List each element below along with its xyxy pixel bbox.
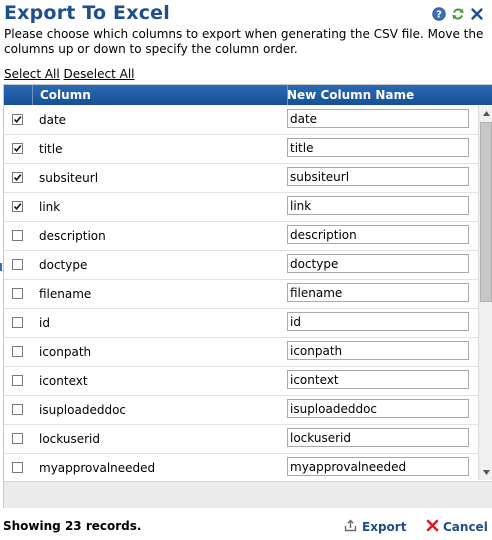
select-all-link[interactable]: Select All [4, 67, 60, 81]
deselect-all-link[interactable]: Deselect All [63, 67, 135, 81]
check-icon [13, 115, 22, 124]
new-column-name-input[interactable] [287, 109, 469, 128]
drag-indicator [0, 263, 2, 271]
new-column-name-input[interactable] [287, 370, 469, 389]
new-column-name-input[interactable] [287, 312, 469, 331]
include-checkbox[interactable] [12, 143, 23, 154]
include-checkbox[interactable] [12, 375, 23, 386]
include-checkbox[interactable] [12, 114, 23, 125]
table-row[interactable] [4, 425, 478, 454]
cancel-x-icon [426, 519, 439, 535]
header-new-column-name[interactable]: New Column Name [287, 88, 415, 102]
column-name: filename [39, 287, 92, 301]
column-name: link [39, 200, 61, 214]
include-checkbox[interactable] [12, 259, 23, 270]
table-row[interactable] [4, 251, 478, 280]
grid-footer [4, 481, 492, 508]
column-name: doctype [39, 258, 88, 272]
close-icon[interactable] [470, 7, 484, 21]
table-row[interactable] [4, 106, 478, 135]
include-checkbox[interactable] [12, 230, 23, 241]
cancel-button[interactable] [426, 519, 488, 535]
column-name: subsiteurl [39, 171, 99, 185]
table-row[interactable] [4, 338, 478, 367]
column-name: title [39, 142, 63, 156]
scroll-thumb[interactable] [480, 122, 492, 302]
table-row[interactable] [4, 396, 478, 425]
scroll-up-button[interactable] [479, 106, 492, 121]
table-row[interactable] [4, 193, 478, 222]
include-checkbox[interactable] [12, 201, 23, 212]
new-column-name-input[interactable] [287, 341, 469, 360]
column-name: icontext [39, 374, 88, 388]
table-row[interactable] [4, 367, 478, 396]
include-checkbox[interactable] [12, 433, 23, 444]
svg-text:?: ? [436, 9, 442, 21]
dialog-title: Export To Excel [4, 2, 170, 24]
table-row[interactable] [4, 454, 478, 483]
title-toolbar [432, 7, 484, 21]
column-name: myapprovalneeded [39, 461, 156, 475]
grid-rows [4, 106, 478, 483]
column-name: iconpath [39, 345, 92, 359]
cancel-label: Cancel [443, 520, 488, 534]
include-checkbox[interactable] [12, 288, 23, 299]
header-column[interactable]: Column [33, 85, 288, 105]
table-row[interactable] [4, 309, 478, 338]
column-name: isuploadeddoc [39, 403, 127, 417]
check-icon [13, 202, 22, 211]
table-row[interactable] [4, 280, 478, 309]
record-count-status: Showing 23 records. [3, 519, 142, 533]
title-bar [0, 0, 492, 28]
grid-header [4, 85, 492, 105]
new-column-name-input[interactable] [287, 225, 469, 244]
grid-scrollbar[interactable] [478, 106, 492, 480]
export-icon [344, 519, 357, 535]
new-column-name-input[interactable] [287, 399, 469, 418]
include-checkbox[interactable] [12, 172, 23, 183]
new-column-name-input[interactable] [287, 428, 469, 447]
check-icon [13, 144, 22, 153]
column-name: id [39, 316, 50, 330]
new-column-name-input[interactable] [287, 167, 469, 186]
new-column-name-input[interactable] [287, 457, 469, 476]
columns-grid [3, 84, 492, 508]
include-checkbox[interactable] [12, 462, 23, 473]
new-column-name-input[interactable] [287, 138, 469, 157]
table-row[interactable] [4, 222, 478, 251]
table-row[interactable] [4, 164, 478, 193]
table-row[interactable] [4, 135, 478, 164]
help-icon[interactable] [432, 7, 446, 21]
new-column-name-input[interactable] [287, 254, 469, 273]
column-name: date [39, 113, 67, 127]
column-name: lockuserid [39, 432, 100, 446]
export-button[interactable] [344, 519, 406, 535]
check-icon [13, 173, 22, 182]
new-column-name-input[interactable] [287, 283, 469, 302]
refresh-icon[interactable] [451, 7, 465, 21]
new-column-name-input[interactable] [287, 196, 469, 215]
selection-links [4, 67, 135, 81]
include-checkbox[interactable] [12, 346, 23, 357]
include-checkbox[interactable] [12, 317, 23, 328]
header-check-cell [4, 85, 33, 105]
include-checkbox[interactable] [12, 404, 23, 415]
dialog-description: Please choose which columns to export when generating the CSV file. Move the columns up or down to specify the column order. [4, 27, 484, 56]
scroll-down-button[interactable] [479, 465, 492, 480]
column-name: description [39, 229, 106, 243]
export-label: Export [362, 520, 407, 534]
